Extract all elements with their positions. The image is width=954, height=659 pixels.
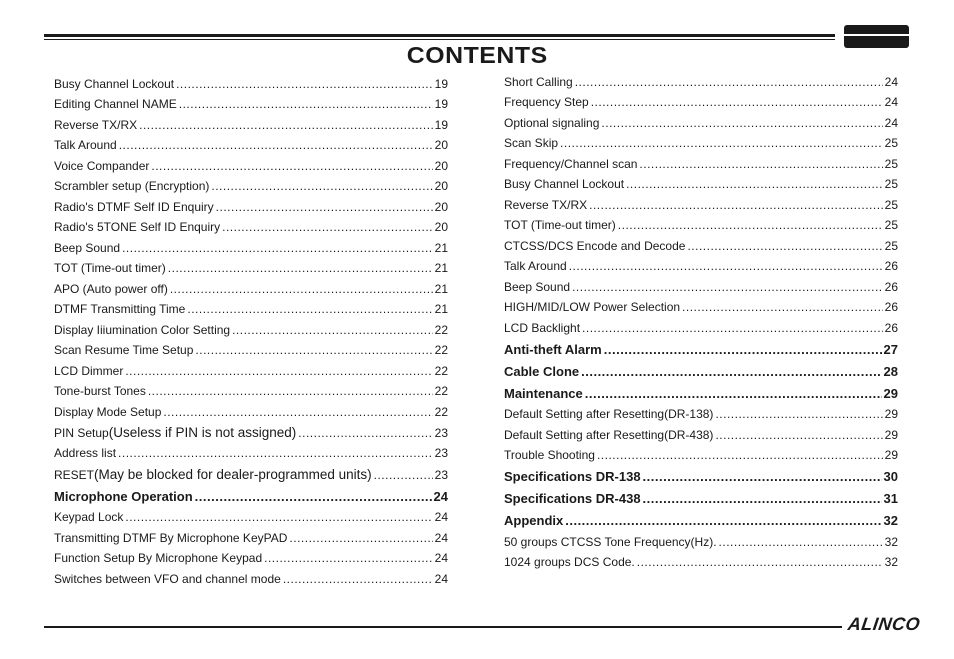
- toc-page-number: 22: [434, 404, 448, 419]
- toc-leader-dots: [637, 555, 883, 569]
- toc-leader-dots: [687, 239, 882, 253]
- toc-leader-dots: [560, 136, 883, 150]
- toc-page-number: 22: [434, 363, 448, 378]
- toc-leader-dots: [715, 428, 882, 442]
- footer-rule: [44, 626, 842, 628]
- toc-entry-label: Specifications DR-438: [504, 491, 641, 506]
- toc-leader-dots: [565, 513, 881, 528]
- toc-entry[interactable]: [504, 171, 898, 192]
- toc-leader-dots: [289, 531, 432, 545]
- toc-right-column: [504, 68, 898, 569]
- toc-entry[interactable]: [54, 255, 448, 276]
- toc-section-entry[interactable]: [54, 482, 448, 504]
- toc-page-number: 29: [884, 427, 898, 442]
- toc-leader-dots: [211, 179, 432, 193]
- toc-entry-label: Radio's DTMF Self ID Enquiry: [54, 199, 214, 214]
- toc-entry-label: Cable Clone: [504, 363, 580, 379]
- toc-page-number: 32: [884, 555, 898, 569]
- toc-entry-label: 1024 groups DCS Code.: [504, 555, 635, 569]
- toc-entry[interactable]: [54, 193, 448, 214]
- toc-leader-dots: [569, 259, 883, 273]
- toc-entry-label: Talk Around: [54, 138, 117, 152]
- toc-entry-label: Editing Channel NAME: [54, 97, 177, 111]
- toc-leader-dots: [148, 384, 433, 398]
- toc-entry-label: Default Setting after Resetting(DR-438): [504, 427, 714, 442]
- toc-leader-dots: [643, 491, 882, 506]
- toc-section-entry[interactable]: [504, 506, 898, 528]
- toc-section-entry[interactable]: [504, 357, 898, 379]
- toc-entry[interactable]: [54, 173, 448, 194]
- toc-entry[interactable]: [504, 130, 898, 151]
- toc-leader-dots: [151, 159, 432, 173]
- toc-entry-label: HIGH/MID/LOW Power Selection: [504, 300, 681, 314]
- toc-leader-dots: [125, 364, 432, 378]
- toc-leader-dots: [179, 97, 433, 111]
- toc-leader-dots: [601, 116, 882, 130]
- toc-entry-label: Busy Channel Lockout: [504, 177, 625, 191]
- toc-entry-label: Reverse TX/RX: [504, 197, 588, 212]
- toc-leader-dots: [581, 364, 881, 379]
- toc-page-number: 22: [434, 343, 448, 357]
- toc-entry-label: Scan Resume Time Setup: [54, 343, 194, 357]
- toc-entry-label: Display Iiiumination Color Setting: [54, 322, 231, 337]
- toc-entry-label: Optional signaling: [504, 115, 600, 130]
- toc-entry[interactable]: [54, 70, 448, 91]
- toc-entry[interactable]: [504, 212, 898, 233]
- toc-entry[interactable]: [54, 111, 448, 132]
- toc-entry[interactable]: [504, 401, 898, 422]
- toc-page-number: 28: [883, 363, 898, 379]
- toc-entry[interactable]: [504, 549, 898, 570]
- toc-entry-label: LCD Dimmer: [54, 363, 124, 378]
- toc-page-number: 24: [434, 530, 448, 545]
- toc-leader-dots: [122, 241, 433, 255]
- toc-entry[interactable]: [504, 294, 898, 315]
- toc-entry[interactable]: [504, 191, 898, 212]
- toc-entry[interactable]: [54, 419, 448, 440]
- toc-entry[interactable]: [54, 234, 448, 255]
- toc-entry-label: Scrambler setup (Encryption): [54, 179, 210, 193]
- toc-section-entry[interactable]: [504, 335, 898, 357]
- toc-page-number: 24: [434, 510, 448, 525]
- toc-page-number: 23: [434, 446, 448, 461]
- toc-page-number: 24: [434, 571, 448, 586]
- toc-entry[interactable]: [54, 398, 448, 419]
- toc-entry-label: DTMF Transmitting Time: [54, 302, 186, 316]
- toc-page-number: 31: [883, 491, 898, 506]
- toc-leader-dots: [168, 261, 433, 275]
- toc-page-number: 23: [434, 467, 448, 482]
- toc-section-entry[interactable]: [504, 379, 898, 401]
- toc-page-number: 20: [434, 199, 448, 214]
- toc-page-number: 21: [434, 302, 448, 316]
- toc-leader-dots: [298, 426, 432, 440]
- toc-entry[interactable]: [54, 357, 448, 378]
- toc-entry-label: APO (Auto power off): [54, 281, 168, 296]
- toc-entry-label: Beep Sound: [54, 240, 121, 255]
- toc-page-number: 21: [434, 281, 448, 296]
- toc-entry-label: Default Setting after Resetting(DR-138): [504, 407, 714, 421]
- toc-entry-label: Keypad Lock: [54, 510, 124, 525]
- toc-leader-dots: [232, 323, 433, 337]
- toc-leader-dots: [264, 551, 433, 565]
- toc-section-entry[interactable]: [504, 462, 898, 484]
- toc-page-number: 20: [434, 138, 448, 152]
- toc-entry[interactable]: [504, 421, 898, 442]
- toc-entry[interactable]: [54, 132, 448, 153]
- toc-page-number: 30: [883, 469, 898, 484]
- toc-page-number: 25: [884, 238, 898, 253]
- toc-entry-label: TOT (Time-out timer): [504, 218, 616, 232]
- header-rule-thin: [44, 39, 835, 40]
- toc-page-number: 26: [884, 300, 898, 314]
- toc-entry-label: Frequency Step: [504, 95, 589, 109]
- toc-leader-dots: [604, 342, 882, 357]
- toc-entry[interactable]: [504, 232, 898, 253]
- toc-entry-label: Trouble Shooting: [504, 448, 595, 462]
- toc-leader-dots: [222, 220, 433, 234]
- toc-leader-dots: [585, 386, 882, 401]
- page-title: CONTENTS: [406, 42, 548, 68]
- toc-entry-label: Tone-burst Tones: [54, 384, 146, 398]
- toc-entry-label-note: (May be blocked for dealer-programmed units): [94, 466, 372, 482]
- toc-entry[interactable]: [54, 91, 448, 112]
- toc-page-number: 22: [434, 384, 448, 398]
- toc-entry[interactable]: [54, 524, 448, 545]
- toc-leader-dots: [715, 407, 882, 421]
- toc-page-number: 20: [434, 158, 448, 173]
- toc-entry-label: Scan Skip: [504, 136, 559, 150]
- toc-entry[interactable]: [54, 460, 448, 481]
- toc-page-number: 29: [884, 407, 898, 421]
- toc-entry-label: Function Setup By Microphone Keypad: [54, 551, 263, 566]
- toc-entry-label: Microphone Operation: [54, 488, 193, 504]
- toc-page-number: 29: [883, 385, 898, 401]
- toc-leader-dots: [639, 157, 882, 171]
- toc-entry-label: Maintenance: [504, 385, 583, 401]
- toc-leader-dots: [170, 282, 433, 296]
- toc-entry-label: Voice Compander: [54, 158, 150, 173]
- toc-page-number: 20: [434, 220, 448, 234]
- toc-page-number: 19: [434, 117, 448, 132]
- toc-page-number: 23: [434, 425, 448, 440]
- toc-entry-label: CTCSS/DCS Encode and Decode: [504, 238, 686, 253]
- toc-entry-label: Talk Around: [504, 259, 567, 273]
- toc-entry[interactable]: [54, 214, 448, 235]
- toc-page-number: 32: [883, 513, 898, 528]
- toc-entry[interactable]: [504, 253, 898, 274]
- toc-page-number: 29: [884, 448, 898, 462]
- toc-page-number: 32: [884, 534, 898, 549]
- toc-page-number: 21: [434, 261, 448, 275]
- toc-page-number: 21: [434, 240, 448, 255]
- toc-entry-label: Beep Sound: [504, 279, 571, 294]
- toc-leader-dots: [283, 572, 433, 586]
- toc-leader-dots: [187, 302, 432, 316]
- toc-page-number: 24: [884, 74, 898, 89]
- toc-page-number: 25: [884, 197, 898, 212]
- toc-entry-label: Switches between VFO and channel mode: [54, 571, 281, 586]
- toc-entry[interactable]: [54, 565, 448, 586]
- toc-entry[interactable]: [54, 545, 448, 566]
- toc-page-number: 26: [884, 259, 898, 273]
- toc-page-number: 25: [884, 177, 898, 191]
- toc-page-number: 22: [434, 322, 448, 337]
- toc-entry-label: Short Calling: [504, 74, 573, 89]
- toc-page-number: 25: [884, 218, 898, 232]
- toc-leader-dots: [682, 300, 883, 314]
- toc-leader-dots: [719, 535, 883, 549]
- toc-leader-dots: [125, 510, 432, 524]
- toc-leader-dots: [195, 343, 432, 357]
- toc-page-number: 19: [434, 97, 448, 111]
- toc-leader-dots: [597, 448, 883, 462]
- toc-leader-dots: [589, 198, 883, 212]
- toc-entry-label: Specifications DR-138: [504, 469, 641, 484]
- toc-page-number: 19: [434, 76, 448, 91]
- toc-entry[interactable]: [504, 109, 898, 130]
- toc-entry-label: Busy Channel Lockout: [54, 76, 175, 91]
- toc-entry[interactable]: [54, 378, 448, 399]
- toc-page-number: 27: [883, 341, 898, 357]
- toc-entry[interactable]: [504, 442, 898, 463]
- toc-entry-label-note: (Useless if PIN is not assigned): [108, 424, 297, 440]
- toc-leader-dots: [118, 446, 433, 460]
- toc-entry[interactable]: [54, 296, 448, 317]
- toc-entry-label: 50 groups CTCSS Tone Frequency(Hz).: [504, 534, 717, 549]
- toc-leader-dots: [572, 280, 883, 294]
- toc-leader-dots: [176, 77, 433, 91]
- alinco-logo: ALINCO: [846, 614, 922, 634]
- toc-leader-dots: [643, 469, 882, 484]
- toc-leader-dots: [591, 95, 883, 109]
- toc-entry-label: PIN Setup: [54, 425, 109, 440]
- toc-page-number: 24: [884, 115, 898, 130]
- toc-entry-label: Reverse TX/RX: [54, 117, 138, 132]
- toc-entry[interactable]: [54, 440, 448, 461]
- toc-entry[interactable]: [54, 504, 448, 525]
- toc-entry[interactable]: [504, 68, 898, 89]
- toc-entry[interactable]: [504, 150, 898, 171]
- toc-entry[interactable]: [54, 275, 448, 296]
- toc-page-number: 24: [884, 95, 898, 109]
- toc-leader-dots: [626, 177, 883, 191]
- toc-entry-label: TOT (Time-out timer): [54, 261, 166, 275]
- toc-entry-label: Display Mode Setup: [54, 404, 162, 419]
- toc-entry[interactable]: [504, 273, 898, 294]
- toc-page-number: 26: [884, 320, 898, 335]
- toc-page-number: 24: [434, 551, 448, 566]
- toc-entry-label: Frequency/Channel scan: [504, 156, 638, 171]
- toc-left-column: [54, 70, 448, 586]
- toc-leader-dots: [374, 468, 433, 482]
- toc-entry[interactable]: [54, 316, 448, 337]
- toc-page-number: 24: [433, 488, 448, 504]
- toc-entry-label: LCD Backlight: [504, 320, 581, 335]
- toc-entry-label: Anti-theft Alarm: [504, 341, 602, 357]
- toc-entry-label: Address list: [54, 446, 117, 461]
- toc-entry[interactable]: [504, 528, 898, 549]
- toc-entry-label: Radio's 5TONE Self ID Enquiry: [54, 220, 221, 234]
- toc-entry[interactable]: [504, 314, 898, 335]
- toc-entry-label: RESET: [54, 467, 95, 482]
- toc-section-entry[interactable]: [504, 484, 898, 506]
- toc-entry[interactable]: [54, 152, 448, 173]
- toc-page-number: 25: [884, 136, 898, 150]
- toc-leader-dots: [119, 138, 433, 152]
- toc-leader-dots: [575, 75, 883, 89]
- header-rule-thick: [44, 34, 835, 37]
- toc-leader-dots: [216, 200, 433, 214]
- toc-leader-dots: [618, 218, 883, 232]
- toc-entry-label: Appendix: [504, 513, 564, 528]
- toc-page-number: 20: [434, 179, 448, 193]
- toc-leader-dots: [163, 405, 432, 419]
- toc-page-number: 25: [884, 156, 898, 171]
- toc-leader-dots: [582, 321, 883, 335]
- toc-entry-label: Transmitting DTMF By Microphone KeyPAD: [54, 530, 288, 545]
- toc-leader-dots: [195, 489, 432, 504]
- toc-entry[interactable]: [504, 89, 898, 110]
- toc-leader-dots: [139, 118, 433, 132]
- toc-entry[interactable]: [54, 337, 448, 358]
- toc-page-number: 26: [884, 279, 898, 294]
